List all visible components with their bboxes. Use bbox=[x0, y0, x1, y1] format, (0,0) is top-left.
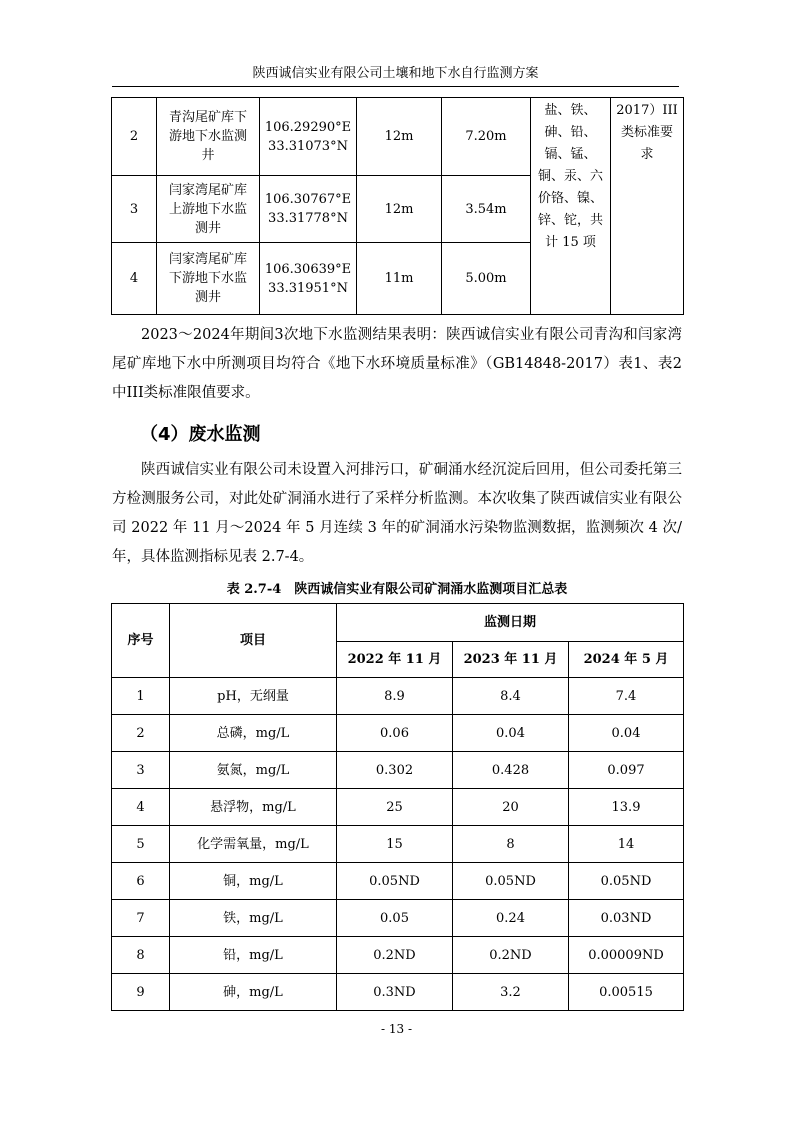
quality-standard-text: 2017）III 类标准要求 bbox=[616, 103, 678, 162]
well-depth: 11m bbox=[357, 243, 442, 315]
table-row bbox=[112, 974, 684, 1011]
well-water-level: 5.00m bbox=[442, 243, 531, 315]
row-item: 悬浮物，mg/L bbox=[170, 789, 337, 826]
table-row bbox=[112, 678, 684, 715]
well-name-text: 闫家湾尾矿库上游地下水监测井 bbox=[169, 182, 248, 236]
row-no: 7 bbox=[112, 900, 170, 937]
well-coordinates bbox=[260, 243, 357, 315]
table-row bbox=[112, 98, 684, 176]
table-row bbox=[112, 752, 684, 789]
row-item: 砷，mg/L bbox=[170, 974, 337, 1011]
header-rule bbox=[112, 86, 679, 87]
well-latitude: 33.31778°N bbox=[268, 211, 348, 226]
table-row bbox=[112, 863, 684, 900]
well-longitude: 106.30767°E bbox=[264, 192, 352, 207]
row-item: 铁，mg/L bbox=[170, 900, 337, 937]
row-value-2022-11: 0.05ND bbox=[337, 863, 453, 900]
row-value-2022-11: 0.3ND bbox=[337, 974, 453, 1011]
row-value-2024-05: 7.4 bbox=[569, 678, 684, 715]
row-item: 铜，mg/L bbox=[170, 863, 337, 900]
header-item: 项目 bbox=[170, 604, 337, 678]
groundwater-result-paragraph: 2023～2024年期间3次地下水监测结果表明：陕西诚信实业有限公司青沟和闫家湾尾矿库地下水中所测项目均符合《地下水环境质量标准》（GB14848-2017）表1、表2中III类标准限值要求。 bbox=[112, 327, 682, 401]
well-depth: 12m bbox=[357, 98, 442, 176]
row-no: 3 bbox=[112, 752, 170, 789]
row-value-2024-05: 14 bbox=[569, 826, 684, 863]
well-name bbox=[157, 98, 260, 176]
row-value-2024-05: 0.03ND bbox=[569, 900, 684, 937]
header-monitoring-date: 监测日期 bbox=[337, 604, 684, 642]
row-no: 9 bbox=[112, 974, 170, 1011]
well-name bbox=[157, 243, 260, 315]
table-caption: 表 2.7-4 陕西诚信实业有限公司矿洞涌水监测项目汇总表 bbox=[226, 582, 568, 597]
row-value-2022-11: 8.9 bbox=[337, 678, 453, 715]
row-item: 化学需氧量，mg/L bbox=[170, 826, 337, 863]
monitoring-indicators bbox=[531, 98, 611, 315]
quality-standard bbox=[611, 98, 684, 315]
well-no: 3 bbox=[112, 176, 157, 243]
row-value-2023-11: 3.2 bbox=[453, 974, 569, 1011]
row-value-2024-05: 0.00515 bbox=[569, 974, 684, 1011]
row-no: 2 bbox=[112, 715, 170, 752]
table-row bbox=[112, 715, 684, 752]
row-no: 5 bbox=[112, 826, 170, 863]
table-row bbox=[112, 900, 684, 937]
monitoring-indicators-text: 盐、铁、砷、铅、镉、锰、铜、汞、六价铬、镍、锌、铊，共计 15 项 bbox=[537, 103, 603, 250]
row-no: 8 bbox=[112, 937, 170, 974]
row-value-2022-11: 15 bbox=[337, 826, 453, 863]
header-date-3: 2024 年 5 月 bbox=[569, 642, 684, 678]
well-coordinates bbox=[260, 176, 357, 243]
well-water-level: 3.54m bbox=[442, 176, 531, 243]
well-no: 4 bbox=[112, 243, 157, 315]
row-value-2023-11: 0.428 bbox=[453, 752, 569, 789]
row-value-2024-05: 0.05ND bbox=[569, 863, 684, 900]
row-value-2023-11: 0.04 bbox=[453, 715, 569, 752]
row-value-2024-05: 0.00009ND bbox=[569, 937, 684, 974]
well-water-level: 7.20m bbox=[442, 98, 531, 176]
wastewater-monitoring-table bbox=[111, 603, 684, 1011]
row-item: pH，无纲量 bbox=[170, 678, 337, 715]
row-no: 1 bbox=[112, 678, 170, 715]
section-heading: （4）废水监测 bbox=[140, 424, 261, 445]
row-item: 铅，mg/L bbox=[170, 937, 337, 974]
well-depth: 12m bbox=[357, 176, 442, 243]
row-value-2023-11: 8 bbox=[453, 826, 569, 863]
row-item: 总磷，mg/L bbox=[170, 715, 337, 752]
row-value-2024-05: 0.097 bbox=[569, 752, 684, 789]
header-date-1: 2022 年 11 月 bbox=[337, 642, 453, 678]
row-value-2023-11: 8.4 bbox=[453, 678, 569, 715]
well-longitude: 106.30639°E bbox=[264, 261, 352, 277]
well-name-text: 闫家湾尾矿库下游地下水监测井 bbox=[169, 252, 248, 305]
row-value-2022-11: 0.05 bbox=[337, 900, 453, 937]
row-value-2022-11: 0.302 bbox=[337, 752, 453, 789]
table-row bbox=[112, 937, 684, 974]
header-date-2: 2023 年 11 月 bbox=[453, 642, 569, 678]
well-no: 2 bbox=[112, 98, 157, 176]
row-value-2022-11: 25 bbox=[337, 789, 453, 826]
well-coordinates bbox=[260, 98, 357, 176]
row-value-2023-11: 0.2ND bbox=[453, 937, 569, 974]
header-no: 序号 bbox=[112, 604, 170, 678]
page-number: - 13 - bbox=[380, 1022, 412, 1036]
row-value-2023-11: 0.05ND bbox=[453, 863, 569, 900]
well-name bbox=[157, 176, 260, 243]
well-longitude: 106.29290°E bbox=[264, 119, 352, 135]
well-latitude: 33.31951°N bbox=[268, 280, 348, 296]
well-latitude: 33.31073°N bbox=[268, 138, 348, 154]
row-value-2022-11: 0.06 bbox=[337, 715, 453, 752]
row-value-2023-11: 0.24 bbox=[453, 900, 569, 937]
row-value-2024-05: 0.04 bbox=[569, 715, 684, 752]
table-row bbox=[112, 789, 684, 826]
row-no: 4 bbox=[112, 789, 170, 826]
table-header-row bbox=[112, 604, 684, 642]
row-value-2023-11: 20 bbox=[453, 789, 569, 826]
well-name-text: 青沟尾矿库下游地下水监测井 bbox=[169, 110, 248, 163]
table-row bbox=[112, 826, 684, 863]
row-item: 氨氮，mg/L bbox=[170, 752, 337, 789]
row-no: 6 bbox=[112, 863, 170, 900]
row-value-2022-11: 0.2ND bbox=[337, 937, 453, 974]
groundwater-well-table bbox=[111, 97, 684, 315]
page-header: 陕西诚信实业有限公司土壤和地下水自行监测方案 bbox=[252, 66, 539, 81]
row-value-2024-05: 13.9 bbox=[569, 789, 684, 826]
wastewater-intro-paragraph: 陕西诚信实业有限公司未设置入河排污口，矿硐涌水经沉淀后回用，但公司委托第三方检测服务公司，对此处矿洞涌水进行了采样分析监测。本次收集了陕西诚信实业有限公司 2022 年 11 月～2024 年 5 月连续 3 年的矿洞涌水污染物监测数据，监测频次 4 次/年，具体监测指标见表 2.7-4。 bbox=[112, 462, 682, 565]
